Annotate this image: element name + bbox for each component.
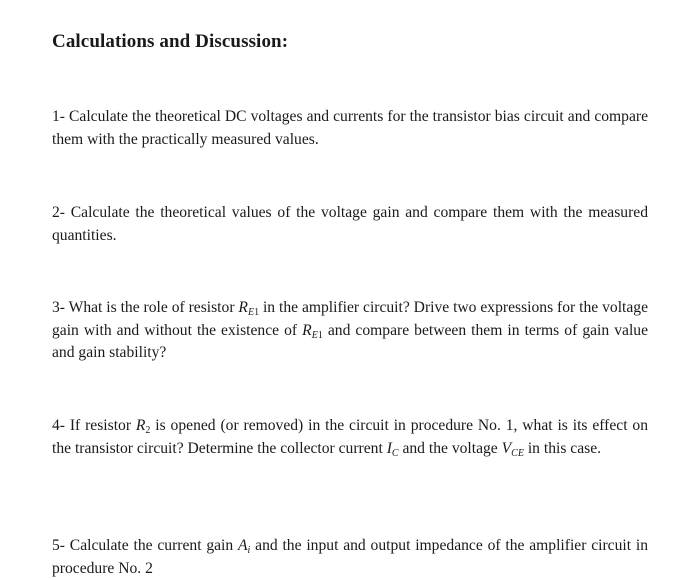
symbol-letter: I bbox=[386, 439, 392, 457]
symbol-subscript: i bbox=[247, 545, 251, 556]
question-3-text-part-2: in the amplifier circuit? Drive two expressions for the voltage gain with and without the existence of bbox=[52, 299, 648, 339]
subscript-letter: E bbox=[311, 329, 318, 341]
question-1 bbox=[52, 106, 648, 151]
resistor-re1-symbol bbox=[238, 299, 259, 316]
question-4 bbox=[52, 415, 648, 460]
question-5 bbox=[52, 535, 648, 580]
question-4-text-part-4: in this case. bbox=[523, 439, 602, 457]
symbol-subscript bbox=[248, 307, 259, 318]
symbol-letter: R bbox=[302, 321, 312, 339]
current-gain-symbol bbox=[238, 537, 250, 554]
subscript-number: 1 bbox=[254, 307, 260, 318]
collector-current-symbol bbox=[387, 440, 399, 457]
subscript-number: 1 bbox=[317, 329, 323, 341]
question-3-text-part-3: and compare between them in terms of gain value and gain stability? bbox=[52, 321, 649, 361]
question-1-text: 1- Calculate the theoretical DC voltages and currents for the transistor bias circuit and compare them with the practically measured values. bbox=[52, 108, 648, 148]
question-4-text-part-2: is opened (or removed) in the circuit in procedure No. 1, what is its effect on the transistor circuit? Determine the collector current bbox=[52, 417, 648, 457]
question-2 bbox=[52, 202, 648, 247]
question-3-text-part-1: 3- What is the role of resistor bbox=[52, 299, 239, 316]
question-4-text-part-1: 4- If resistor bbox=[52, 417, 136, 434]
symbol-letter: A bbox=[238, 537, 248, 554]
symbol-subscript: CE bbox=[511, 447, 524, 459]
symbol-subscript bbox=[312, 330, 323, 341]
question-3 bbox=[52, 297, 648, 365]
section-heading: Calculations and Discussion: bbox=[52, 31, 289, 52]
question-4-text-part-3: and the voltage bbox=[398, 439, 502, 457]
question-5-text-part-1: 5- Calculate the current gain bbox=[52, 537, 239, 554]
symbol-letter: R bbox=[238, 299, 248, 316]
question-5-text-part-2: and the input and output impedance of the amplifier circuit in procedure No. 2 bbox=[52, 537, 648, 577]
vce-voltage-symbol bbox=[502, 440, 524, 457]
subscript-letter: E bbox=[247, 307, 255, 318]
symbol-subscript: C bbox=[391, 447, 399, 459]
symbol-letter: V bbox=[501, 439, 512, 457]
resistor-r2-symbol bbox=[136, 417, 151, 434]
subscript-number: 2 bbox=[145, 425, 151, 436]
question-2-text: 2- Calculate the theoretical values of the voltage gain and compare them with the measured quantities. bbox=[52, 204, 648, 244]
symbol-letter: R bbox=[135, 417, 146, 434]
resistor-re1-symbol-2 bbox=[302, 322, 323, 339]
